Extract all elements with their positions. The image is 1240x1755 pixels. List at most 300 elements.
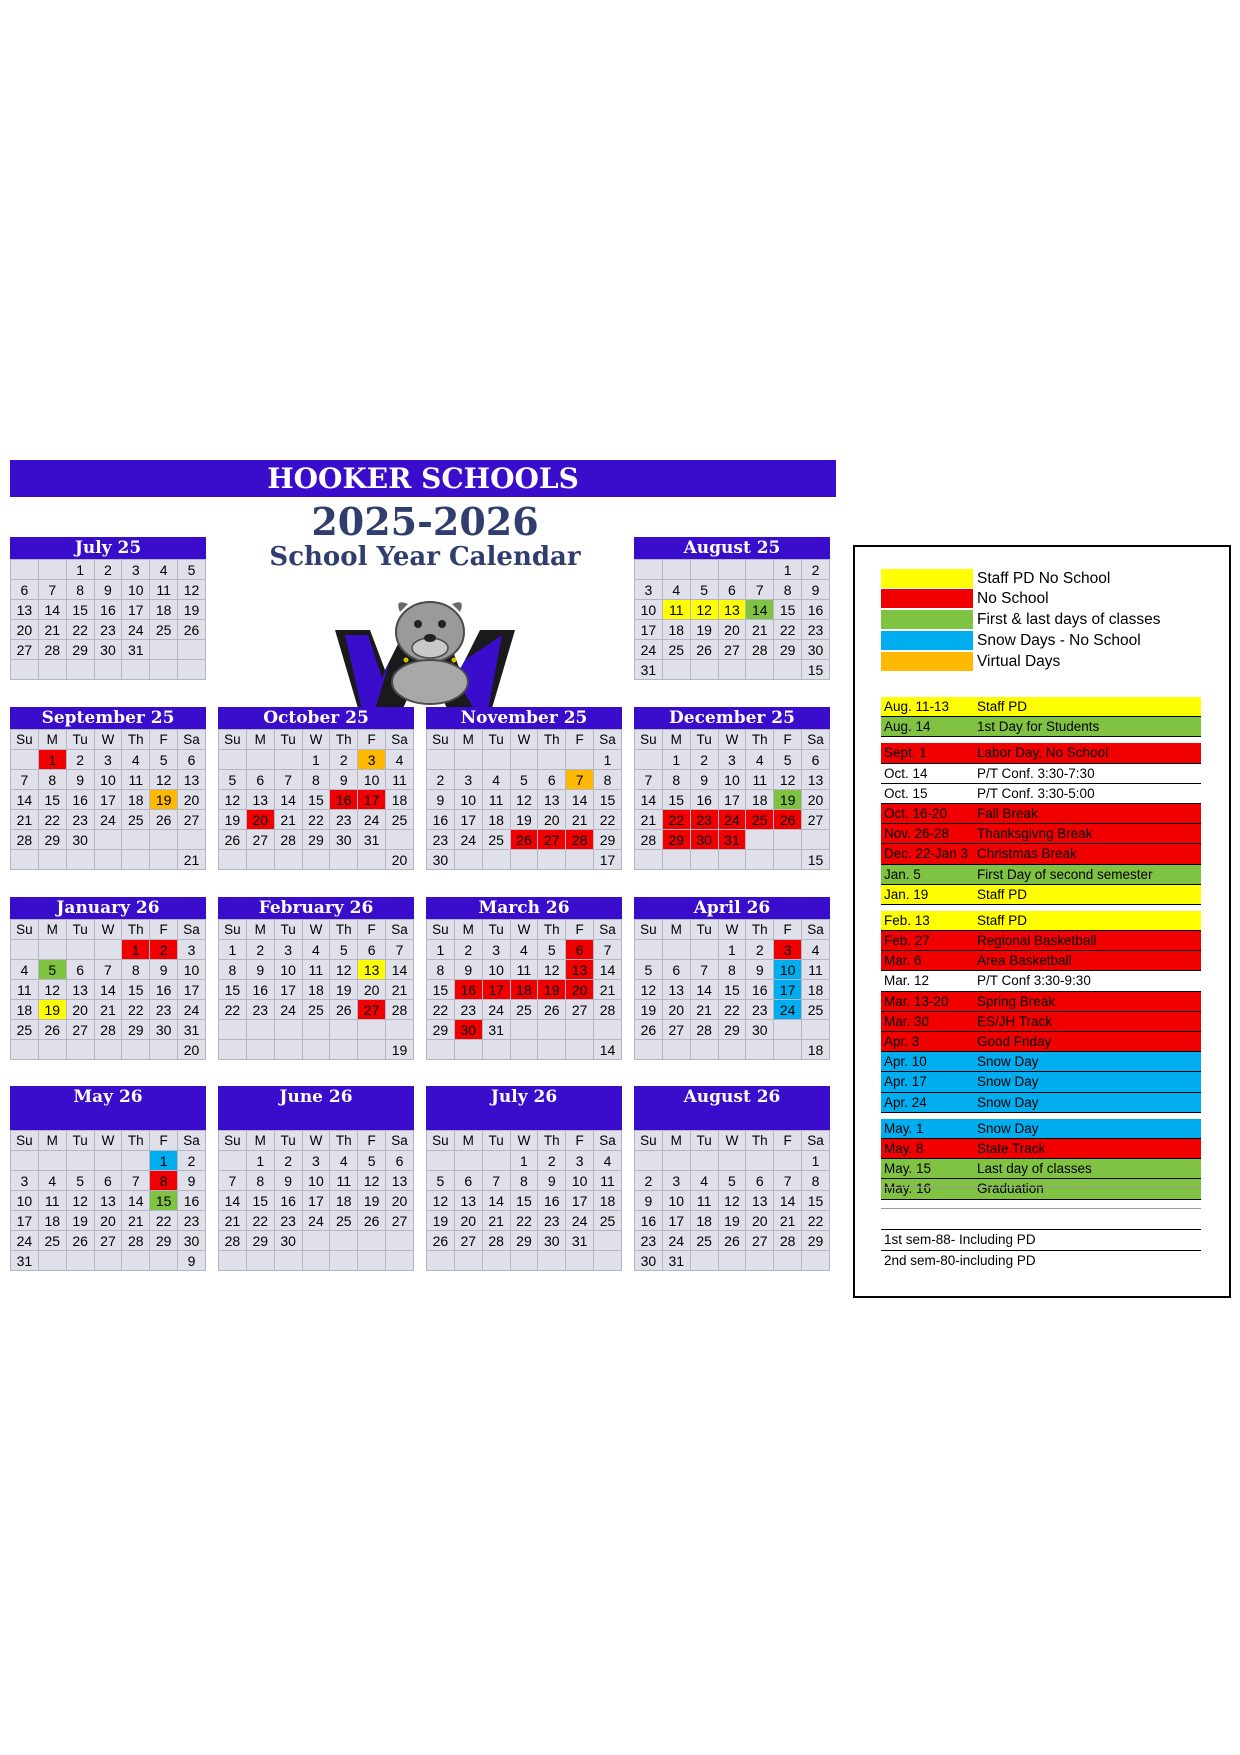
day-cell: 17: [302, 1191, 330, 1211]
legend-item: [881, 569, 1221, 589]
day-cell: 4: [330, 1151, 358, 1171]
event-date: Apr. 10: [884, 1054, 927, 1070]
day-cell: 27: [746, 1231, 774, 1251]
weekday-label: Th: [746, 920, 774, 940]
weekday-label: Tu: [66, 1131, 94, 1151]
event-row: [881, 1093, 1201, 1113]
event-row: [881, 951, 1201, 971]
day-cell: 1: [802, 1151, 830, 1171]
day-cell: 30: [94, 640, 122, 660]
empty-cell: [94, 1251, 122, 1271]
event-description: Staff PD: [977, 886, 1028, 902]
day-cell: 24: [662, 1231, 690, 1251]
day-cell: 7: [635, 770, 663, 790]
day-cell: 15: [802, 1191, 830, 1211]
weekday-label: W: [94, 920, 122, 940]
day-cell: 16: [150, 980, 178, 1000]
event-description: ES/JH Track: [977, 1013, 1053, 1029]
empty-cell: [302, 1040, 330, 1060]
day-cell: 6: [246, 770, 274, 790]
event-row: [881, 1012, 1201, 1032]
legend-item: [881, 610, 1221, 630]
day-cell: 24: [454, 830, 482, 850]
month-title: May 26: [10, 1086, 206, 1108]
day-cell: 5: [538, 940, 566, 960]
day-cell: 27: [246, 830, 274, 850]
day-cell: 21: [690, 1000, 718, 1020]
day-cell: 19: [427, 1211, 455, 1231]
empty-cell: [358, 850, 386, 870]
weekday-label: Su: [11, 920, 39, 940]
day-cell: 30: [635, 1251, 663, 1271]
day-cell: 9: [330, 770, 358, 790]
event-date: Apr. 3: [884, 1034, 920, 1049]
day-cell: 22: [718, 1000, 746, 1020]
event-description: Good Friday: [977, 1034, 1052, 1049]
day-cell: 18: [690, 1211, 718, 1231]
empty-cell: [746, 830, 774, 850]
day-cell: 17: [635, 620, 663, 640]
empty-cell: [746, 560, 774, 580]
empty-cell: [566, 1020, 594, 1040]
day-cell: 8: [802, 1171, 830, 1191]
weekday-label: F: [774, 1131, 802, 1151]
empty-cell: [538, 750, 566, 770]
day-cell: 5: [718, 1171, 746, 1191]
day-grid: [426, 729, 622, 870]
day-cell: 25: [386, 810, 414, 830]
day-cell: 2: [802, 560, 830, 580]
day-cell: 25: [510, 1000, 538, 1020]
semester-note: 1st sem-88- Including PD: [881, 1229, 1201, 1250]
legend-swatch: [881, 589, 973, 608]
event-list: [881, 697, 1201, 1200]
day-cell: 31: [635, 660, 663, 680]
event-description: P/T Conf 3:30-9:30: [977, 973, 1091, 989]
bulldog-logo: [330, 590, 520, 720]
weekday-label: Su: [219, 920, 247, 940]
day-cell: 9: [178, 1171, 206, 1191]
empty-cell: [774, 830, 802, 850]
day-cell: 10: [11, 1191, 39, 1211]
event-date: Mar. 12: [884, 973, 930, 989]
day-cell: 29: [510, 1231, 538, 1251]
day-cell: 23: [246, 1000, 274, 1020]
day-cell: 20: [746, 1211, 774, 1231]
day-cell: 17: [594, 850, 622, 870]
day-cell: 24: [274, 1000, 302, 1020]
day-cell: 27: [11, 640, 39, 660]
empty-cell: [302, 850, 330, 870]
day-cell: 3: [482, 940, 510, 960]
day-cell: 2: [246, 940, 274, 960]
empty-cell: [538, 1040, 566, 1060]
day-cell: 23: [454, 1000, 482, 1020]
weekday-label: Tu: [690, 730, 718, 750]
empty-cell: [219, 1040, 247, 1060]
day-cell: 18: [746, 790, 774, 810]
day-cell: 5: [358, 1151, 386, 1171]
event-row: [881, 1119, 1201, 1139]
day-cell: 30: [150, 1020, 178, 1040]
day-cell: 18: [594, 1191, 622, 1211]
event-description: Staff PD: [977, 912, 1028, 928]
day-cell: 18: [510, 980, 538, 1000]
day-cell: 15: [718, 980, 746, 1000]
day-cell: 25: [122, 810, 150, 830]
day-cell: 9: [150, 960, 178, 980]
empty-cell: [482, 1151, 510, 1171]
day-cell: 19: [150, 790, 178, 810]
empty-cell: [746, 1251, 774, 1271]
day-cell: 17: [274, 980, 302, 1000]
day-cell: 25: [690, 1231, 718, 1251]
day-cell: 1: [427, 940, 455, 960]
day-cell: 9: [178, 1251, 206, 1271]
day-cell: 19: [358, 1191, 386, 1211]
day-cell: 2: [66, 750, 94, 770]
day-cell: 18: [302, 980, 330, 1000]
empty-cell: [690, 850, 718, 870]
day-cell: 24: [774, 1000, 802, 1020]
day-cell: 31: [178, 1020, 206, 1040]
day-cell: 20: [454, 1211, 482, 1231]
day-cell: 22: [219, 1000, 247, 1020]
day-cell: 10: [302, 1171, 330, 1191]
day-cell: 2: [635, 1171, 663, 1191]
day-cell: 14: [38, 600, 66, 620]
day-cell: 7: [219, 1171, 247, 1191]
empty-cell: [178, 640, 206, 660]
day-cell: 24: [358, 810, 386, 830]
day-cell: 20: [386, 1191, 414, 1211]
empty-cell: [38, 1251, 66, 1271]
weekday-label: F: [150, 1131, 178, 1151]
day-cell: 20: [718, 620, 746, 640]
day-cell: 13: [358, 960, 386, 980]
empty-cell: [38, 1040, 66, 1060]
empty-cell: [427, 1251, 455, 1271]
day-cell: 16: [635, 1211, 663, 1231]
event-description: Labor Day, No School: [977, 745, 1109, 761]
day-cell: 6: [746, 1171, 774, 1191]
empty-cell: [454, 1040, 482, 1060]
day-cell: 2: [274, 1151, 302, 1171]
weekday-label: W: [718, 1131, 746, 1151]
event-description: Snow Day: [977, 1120, 1039, 1136]
empty-cell: [510, 1020, 538, 1040]
empty-cell: [386, 1020, 414, 1040]
day-cell: 14: [635, 790, 663, 810]
day-cell: 9: [746, 960, 774, 980]
event-date: May. 8: [884, 1140, 924, 1156]
event-description: State Track: [977, 1140, 1046, 1156]
day-cell: 23: [427, 830, 455, 850]
day-cell: 13: [662, 980, 690, 1000]
event-date: Aug. 11-13: [884, 699, 950, 714]
empty-cell: [427, 1151, 455, 1171]
empty-cell: [802, 1020, 830, 1040]
weekday-label: M: [454, 1131, 482, 1151]
day-grid: [426, 1130, 622, 1271]
day-cell: 15: [594, 790, 622, 810]
day-cell: 29: [246, 1231, 274, 1251]
day-cell: 19: [219, 810, 247, 830]
empty-cell: [122, 1151, 150, 1171]
day-cell: 3: [178, 940, 206, 960]
day-cell: 6: [802, 750, 830, 770]
day-cell: 9: [94, 580, 122, 600]
event-row: [881, 865, 1201, 885]
day-cell: 21: [274, 810, 302, 830]
weekday-label: W: [510, 730, 538, 750]
day-cell: 22: [302, 810, 330, 830]
day-cell: 15: [66, 600, 94, 620]
empty-cell: [566, 750, 594, 770]
day-cell: 10: [274, 960, 302, 980]
day-grid: [218, 729, 414, 870]
day-cell: 18: [11, 1000, 39, 1020]
day-cell: 8: [510, 1171, 538, 1191]
day-cell: 4: [38, 1171, 66, 1191]
empty-cell: [635, 560, 663, 580]
weekday-label: M: [246, 730, 274, 750]
weekday-label: Sa: [802, 730, 830, 750]
event-description: 1st Day for Students: [977, 719, 1100, 735]
empty-cell: [150, 640, 178, 660]
day-cell: 10: [122, 580, 150, 600]
day-cell: 2: [427, 770, 455, 790]
event-date: Oct. 16-20: [884, 805, 948, 821]
event-description: P/T Conf. 3:30-5:00: [977, 785, 1095, 801]
day-cell: 16: [178, 1191, 206, 1211]
empty-cell: [38, 850, 66, 870]
day-cell: 17: [774, 980, 802, 1000]
weekday-label: M: [662, 730, 690, 750]
empty-cell: [718, 560, 746, 580]
weekday-label: Su: [635, 1131, 663, 1151]
day-cell: 21: [635, 810, 663, 830]
day-cell: 20: [66, 1000, 94, 1020]
day-cell: 27: [66, 1020, 94, 1040]
empty-cell: [690, 1040, 718, 1060]
day-cell: 31: [482, 1020, 510, 1040]
day-cell: 7: [774, 1171, 802, 1191]
day-cell: 11: [11, 980, 39, 1000]
day-cell: 16: [66, 790, 94, 810]
day-cell: 1: [38, 750, 66, 770]
day-cell: 3: [774, 940, 802, 960]
empty-cell: [774, 1151, 802, 1171]
day-cell: 26: [178, 620, 206, 640]
day-cell: 22: [774, 620, 802, 640]
day-cell: 28: [38, 640, 66, 660]
empty-cell: [38, 940, 66, 960]
day-cell: 13: [454, 1191, 482, 1211]
event-description: Fall Break: [977, 805, 1038, 821]
day-cell: 22: [122, 1000, 150, 1020]
event-date: Apr. 24: [884, 1094, 927, 1110]
day-cell: 10: [178, 960, 206, 980]
event-date: Sept. 1: [884, 745, 927, 761]
day-cell: 8: [246, 1171, 274, 1191]
event-row: [881, 1052, 1201, 1072]
month-title: February 26: [218, 897, 414, 919]
day-cell: 12: [538, 960, 566, 980]
day-cell: 19: [718, 1211, 746, 1231]
day-cell: 22: [150, 1211, 178, 1231]
day-cell: 27: [178, 810, 206, 830]
empty-cell: [454, 1251, 482, 1271]
day-cell: 9: [427, 790, 455, 810]
day-cell: 30: [746, 1020, 774, 1040]
weekday-label: M: [38, 920, 66, 940]
legend-swatch: [881, 631, 973, 650]
day-cell: 28: [219, 1231, 247, 1251]
day-cell: 21: [386, 980, 414, 1000]
semester-note: 2nd sem-80-including PD: [881, 1250, 1201, 1271]
empty-cell: [330, 850, 358, 870]
event-date: Dec. 22-Jan 3: [884, 846, 969, 862]
empty-cell: [66, 660, 94, 680]
weekday-label: W: [510, 1131, 538, 1151]
empty-cell: [122, 660, 150, 680]
blank-line: [881, 1208, 1201, 1229]
day-cell: 3: [635, 580, 663, 600]
event-date: Aug. 14: [884, 719, 931, 735]
day-cell: 2: [454, 940, 482, 960]
day-cell: 8: [427, 960, 455, 980]
empty-cell: [94, 940, 122, 960]
weekday-label: Sa: [594, 920, 622, 940]
event-date: Feb. 27: [884, 933, 930, 949]
empty-cell: [358, 1040, 386, 1060]
day-cell: 11: [150, 580, 178, 600]
day-cell: 17: [718, 790, 746, 810]
weekday-label: Tu: [66, 730, 94, 750]
event-row: [881, 697, 1201, 717]
day-cell: 30: [690, 830, 718, 850]
day-cell: 28: [746, 640, 774, 660]
day-cell: 15: [246, 1191, 274, 1211]
empty-cell: [566, 850, 594, 870]
empty-cell: [274, 850, 302, 870]
day-cell: 7: [566, 770, 594, 790]
school-name-banner: HOOKER SCHOOLS: [10, 460, 836, 497]
weekday-label: Th: [330, 1131, 358, 1151]
day-cell: 26: [219, 830, 247, 850]
empty-cell: [302, 1251, 330, 1271]
day-cell: 26: [38, 1020, 66, 1040]
day-cell: 15: [802, 850, 830, 870]
empty-cell: [330, 1251, 358, 1271]
day-cell: 15: [219, 980, 247, 1000]
empty-cell: [274, 1020, 302, 1040]
day-cell: 4: [510, 940, 538, 960]
day-cell: 21: [11, 810, 39, 830]
day-cell: 29: [122, 1020, 150, 1040]
weekday-label: M: [454, 920, 482, 940]
day-cell: 14: [482, 1191, 510, 1211]
day-cell: 31: [566, 1231, 594, 1251]
day-cell: 14: [594, 1040, 622, 1060]
empty-cell: [66, 850, 94, 870]
day-cell: 27: [358, 1000, 386, 1020]
month-calendar: [634, 1086, 830, 1271]
day-cell: 29: [66, 640, 94, 660]
weekday-label: Tu: [482, 1131, 510, 1151]
empty-cell: [510, 750, 538, 770]
month-title: July 26: [426, 1086, 622, 1108]
day-cell: 13: [386, 1171, 414, 1191]
legend-swatch: [881, 569, 973, 588]
month-header-bar: [426, 1108, 622, 1130]
day-cell: 25: [662, 640, 690, 660]
empty-cell: [662, 1151, 690, 1171]
empty-cell: [11, 940, 39, 960]
day-grid: [634, 919, 830, 1060]
event-date: Jan. 19: [884, 886, 929, 902]
weekday-label: Tu: [66, 920, 94, 940]
weekday-label: Sa: [802, 1131, 830, 1151]
empty-cell: [358, 1020, 386, 1040]
day-cell: 20: [802, 790, 830, 810]
empty-cell: [454, 850, 482, 870]
weekday-label: Sa: [594, 1131, 622, 1151]
day-cell: 27: [386, 1211, 414, 1231]
event-row: [881, 931, 1201, 951]
day-cell: 26: [427, 1231, 455, 1251]
day-cell: 12: [178, 580, 206, 600]
weekday-label: Sa: [802, 920, 830, 940]
day-cell: 13: [718, 600, 746, 620]
legend-panel: [853, 545, 1231, 1298]
day-cell: 25: [594, 1211, 622, 1231]
weekday-label: M: [38, 730, 66, 750]
day-cell: 10: [635, 600, 663, 620]
day-cell: 28: [11, 830, 39, 850]
empty-cell: [427, 1040, 455, 1060]
empty-cell: [274, 750, 302, 770]
event-date: Mar. 13-20: [884, 993, 949, 1009]
day-cell: 15: [427, 980, 455, 1000]
empty-cell: [774, 1251, 802, 1271]
blank-line: [881, 1187, 1201, 1208]
day-cell: 20: [94, 1211, 122, 1231]
month-title: June 26: [218, 1086, 414, 1108]
empty-cell: [38, 660, 66, 680]
weekday-label: Th: [122, 730, 150, 750]
month-calendar: [426, 707, 622, 870]
weekday-label: Th: [538, 1131, 566, 1151]
empty-cell: [122, 850, 150, 870]
day-cell: 20: [246, 810, 274, 830]
day-cell: 30: [178, 1231, 206, 1251]
empty-cell: [538, 1251, 566, 1271]
day-cell: 23: [746, 1000, 774, 1020]
day-cell: 16: [274, 1191, 302, 1211]
day-grid: [426, 919, 622, 1060]
day-cell: 3: [302, 1151, 330, 1171]
day-cell: 2: [94, 560, 122, 580]
empty-cell: [38, 1151, 66, 1171]
day-cell: 24: [94, 810, 122, 830]
day-cell: 21: [122, 1211, 150, 1231]
day-cell: 14: [219, 1191, 247, 1211]
empty-cell: [358, 1251, 386, 1271]
day-cell: 29: [718, 1020, 746, 1040]
day-cell: 28: [122, 1231, 150, 1251]
